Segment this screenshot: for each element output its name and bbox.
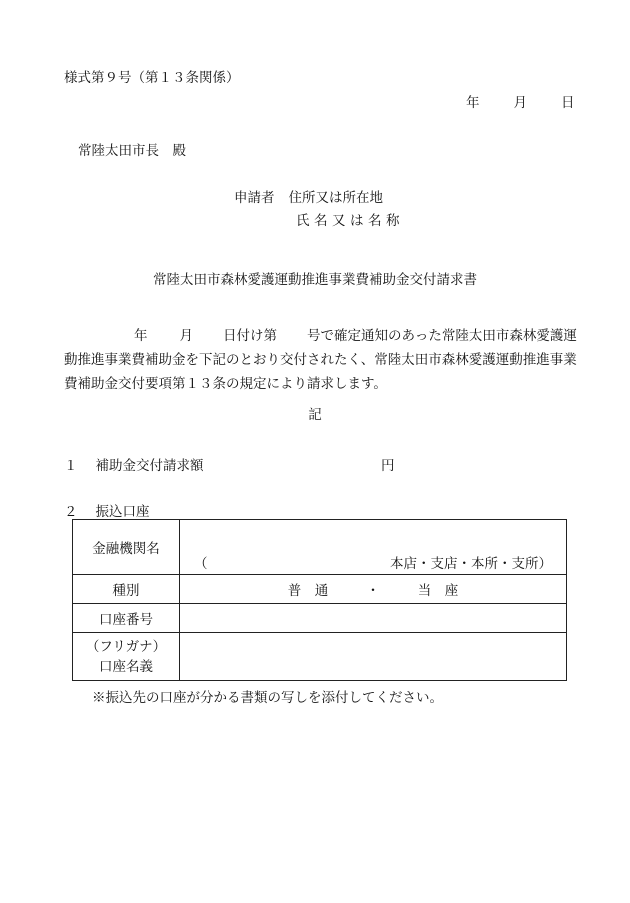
bank-account-table: [72, 519, 567, 681]
type-current[interactable]: 当 座: [417, 583, 459, 599]
holder-label-cell: [73, 633, 180, 681]
item2-label: 振込口座: [95, 504, 150, 520]
account-number-field[interactable]: [180, 604, 567, 633]
applicant-address-line: [234, 186, 383, 206]
table-row: [73, 633, 567, 681]
date-line: [466, 91, 575, 111]
type-label: 種別: [73, 575, 180, 604]
item1-label: 補助金交付請求額: [95, 458, 204, 474]
applicant-label: 申請者: [234, 190, 275, 206]
item1-unit: 円: [381, 458, 395, 474]
date-year: 年: [466, 95, 480, 111]
body-month: 月: [179, 328, 193, 344]
holder-field[interactable]: [180, 633, 567, 681]
body-paragraph: [64, 324, 580, 396]
branch-kinds: 本店・支店・本所・支所）: [390, 556, 552, 572]
holder-label: 口座名義: [99, 658, 153, 675]
item1: [64, 454, 204, 474]
account-number-label: 口座番号: [73, 604, 180, 633]
table-row: [73, 575, 567, 604]
body-year: 年: [134, 328, 148, 344]
table-row: [73, 520, 567, 575]
institution-field[interactable]: [180, 520, 567, 575]
type-field[interactable]: [180, 575, 567, 604]
applicant-address-label: 住所又は所在地: [288, 190, 383, 206]
institution-label: 金融機関名: [73, 520, 180, 575]
type-ordinary[interactable]: 普 通: [287, 583, 329, 599]
date-month: 月: [513, 95, 527, 111]
body-day-decision: 日付け第: [223, 328, 277, 344]
table-row: [73, 604, 567, 633]
body-text: 号で確定通知のあった常陸太田市森林愛護運動推進事業費補助金を下記のとおり交付されたく、常陸太田市森林愛護運動推進事業費補助金交付要項第１３条の規定により請求します。: [64, 328, 577, 392]
item1-number: １: [64, 458, 78, 474]
furigana-label: （フリガナ）: [85, 638, 167, 655]
applicant-name-label: 氏名又は名称: [296, 213, 404, 229]
attachment-note: ※振込先の口座が分かる書類の写しを添付してください。: [92, 690, 443, 706]
type-separator: ・: [366, 583, 380, 599]
addressee: 常陸太田市長 殿: [78, 143, 186, 159]
date-day: 日: [561, 95, 575, 111]
document-title: 常陸太田市森林愛護運動推進事業費補助金交付請求書: [153, 272, 477, 288]
item2-number: ２: [64, 504, 78, 520]
item2: [64, 500, 150, 520]
institution-paren: （: [194, 556, 208, 572]
ki-heading: 記: [308, 407, 322, 423]
form-number: 様式第９号（第１３条関係）: [64, 70, 240, 86]
